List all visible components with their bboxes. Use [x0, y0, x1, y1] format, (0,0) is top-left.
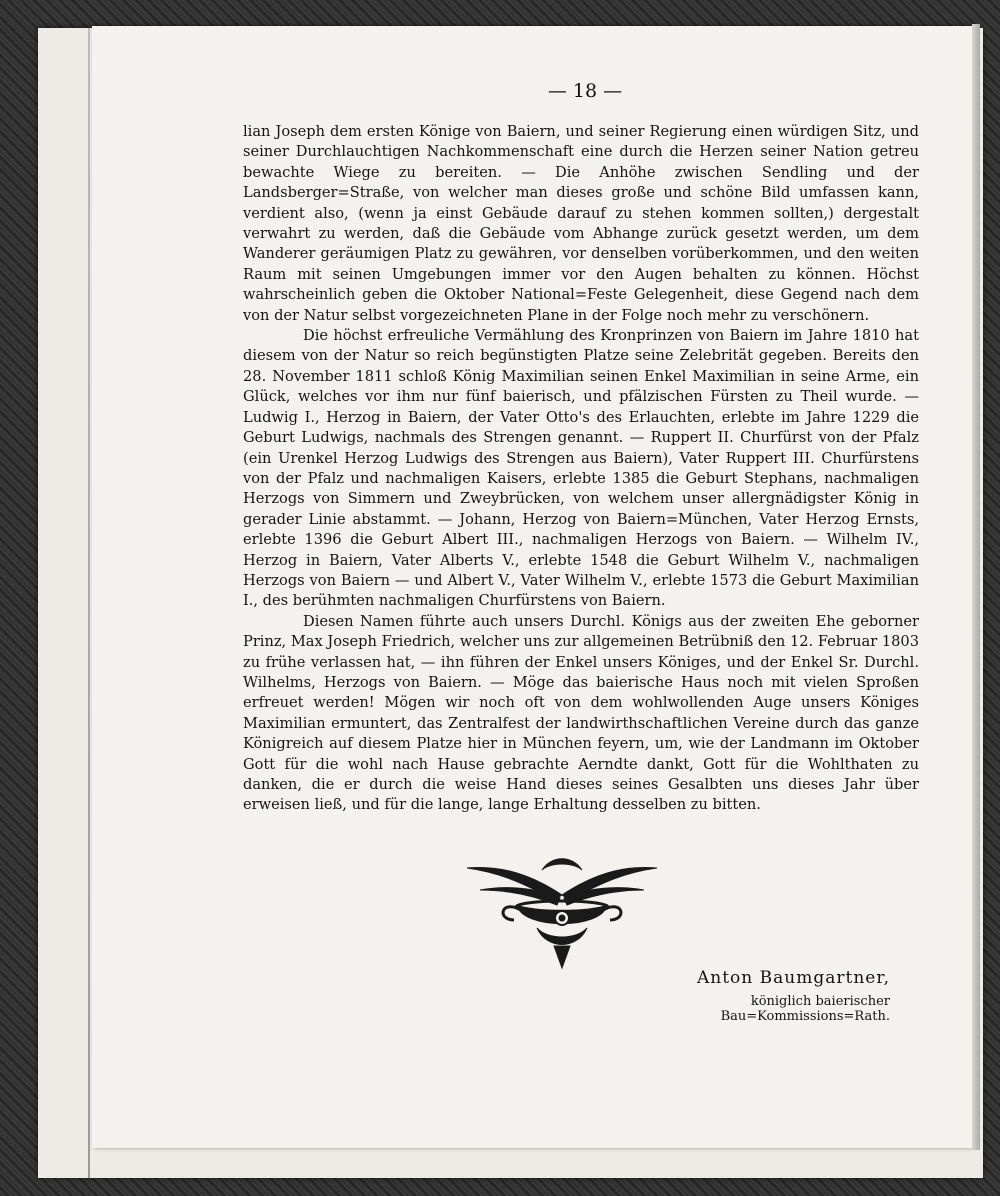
- author-name: Anton Baumgartner,: [697, 968, 890, 988]
- paragraph-1: lian Joseph dem ersten Könige von Baiern, und seiner Regierung einen würdigen Sitz, und seiner Durchlauchtigen Nachkommenschaft eine durch die Herzen seiner Nation getreu bewachte Wiege zu bereiten. — Die Anhöhe zwischen Sendling und der Landsberger=Straße, von welcher man dieses große und schöne Bild umfassen kann, verdient also, (wenn ja einst Gebäude darauf zu stehen kommen sollten,) dergestalt verwahrt zu werden, daß die Gebäude vom Abhange zurück gesetzt werden, um dem Wanderer geräumigen Platz zu gewähren, vor denselben vorüberkommen, und den weiten Raum mit seinen Umgebungen immer vor den Augen behalten zu können. Höchst wahrscheinlich geben die Oktober National=Feste Gelegenheit, diese Gegend nach dem von der Natur selbst vorgezeichneten Plane in der Folge noch mehr zu verschönern.: [243, 123, 919, 324]
- author-role: königlich baierischer Bau=Kommissions=Rath.: [720, 994, 890, 1024]
- body-text: [243, 122, 919, 816]
- paragraph-2: Die höchst erfreuliche Vermählung des Kronprinzen von Baiern im Jahre 1810 hat diesem von der Natur so reich begünstigten Platze seine Zelebrität gegeben. Bereits den 28. November 1811 schloß König Maximilian seinen Enkel Maximilian in seine Arme, ein Glück, welches vor ihm nur fünf baierisch, und pfälzischen Fürsten zu Theil wurde. — Ludwig I., Herzog in Baiern, der Vater Otto's des Erlauchten, erlebte im Jahre 1229 die Geburt Ludwigs, nachmals des Strengen genannt. — Ruppert II. Churfürst von der Pfalz (ein Urenkel Herzog Ludwigs des Strengen aus Baiern), Vater Ruppert III. Churfürstens von der Pfalz und nachmaligen Kaisers, erlebte 1385 die Geburt Stephans, nachmaligen Herzogs von Simmern und Zweybrücken, von welchem unser allergnädigster König in gerader Linie abstammt. — Johann, Herzog von Baiern=München, Vater Herzog Ernsts, erlebte 1396 die Geburt Albert III., nachmaligen Herzogs von Baiern. — Wilhelm IV., Herzog in Baiern, Vater Alberts V., erlebte 1548 die Geburt Wilhelm V., nachmaligen Herzogs von Baiern — und Albert V., Vater Wilhelm V., erlebte 1573 die Geburt Maximilian I., des berühmten nachmaligen Churfürstens von Baiern.: [243, 327, 919, 610]
- page-number: — 18 —: [547, 80, 623, 102]
- binding-edge: [972, 24, 980, 1150]
- basket-ornament-icon: [462, 850, 662, 975]
- signature-block: [600, 968, 890, 1024]
- page-fold: [88, 28, 90, 1178]
- paragraph-3: Diesen Namen führte auch unsers Durchl. Königs aus der zweiten Ehe geborner Prinz, Max Joseph Friedrich, welcher uns zur allgemeinen Betrübniß den 12. Februar 1803 zu frühe verlassen hat, — ihn führen der Enkel unsers Königes, und der Enkel Sr. Durchl. Wilhelms, Herzogs von Baiern. — Möge das baierische Haus noch mit vielen Sproßen erfreuet werden! Mögen wir noch oft von dem wohlwollenden Auge unsers Königes Maximilian ermuntert, das Zentralfest der landwirthschaftlichen Vereine durch das ganze Königreich auf diesem Platze hier in München feyern, um, wie der Landmann im Oktober Gott für die wohl nach Hause gebrachte Aerndte dankt, Gott für die Wohlthaten zu danken, die er durch die weise Hand dieses seines Gesalbten uns dieses Jahr über erweisen ließ, und für die lange, lange Erhaltung desselben zu bitten.: [243, 612, 919, 814]
